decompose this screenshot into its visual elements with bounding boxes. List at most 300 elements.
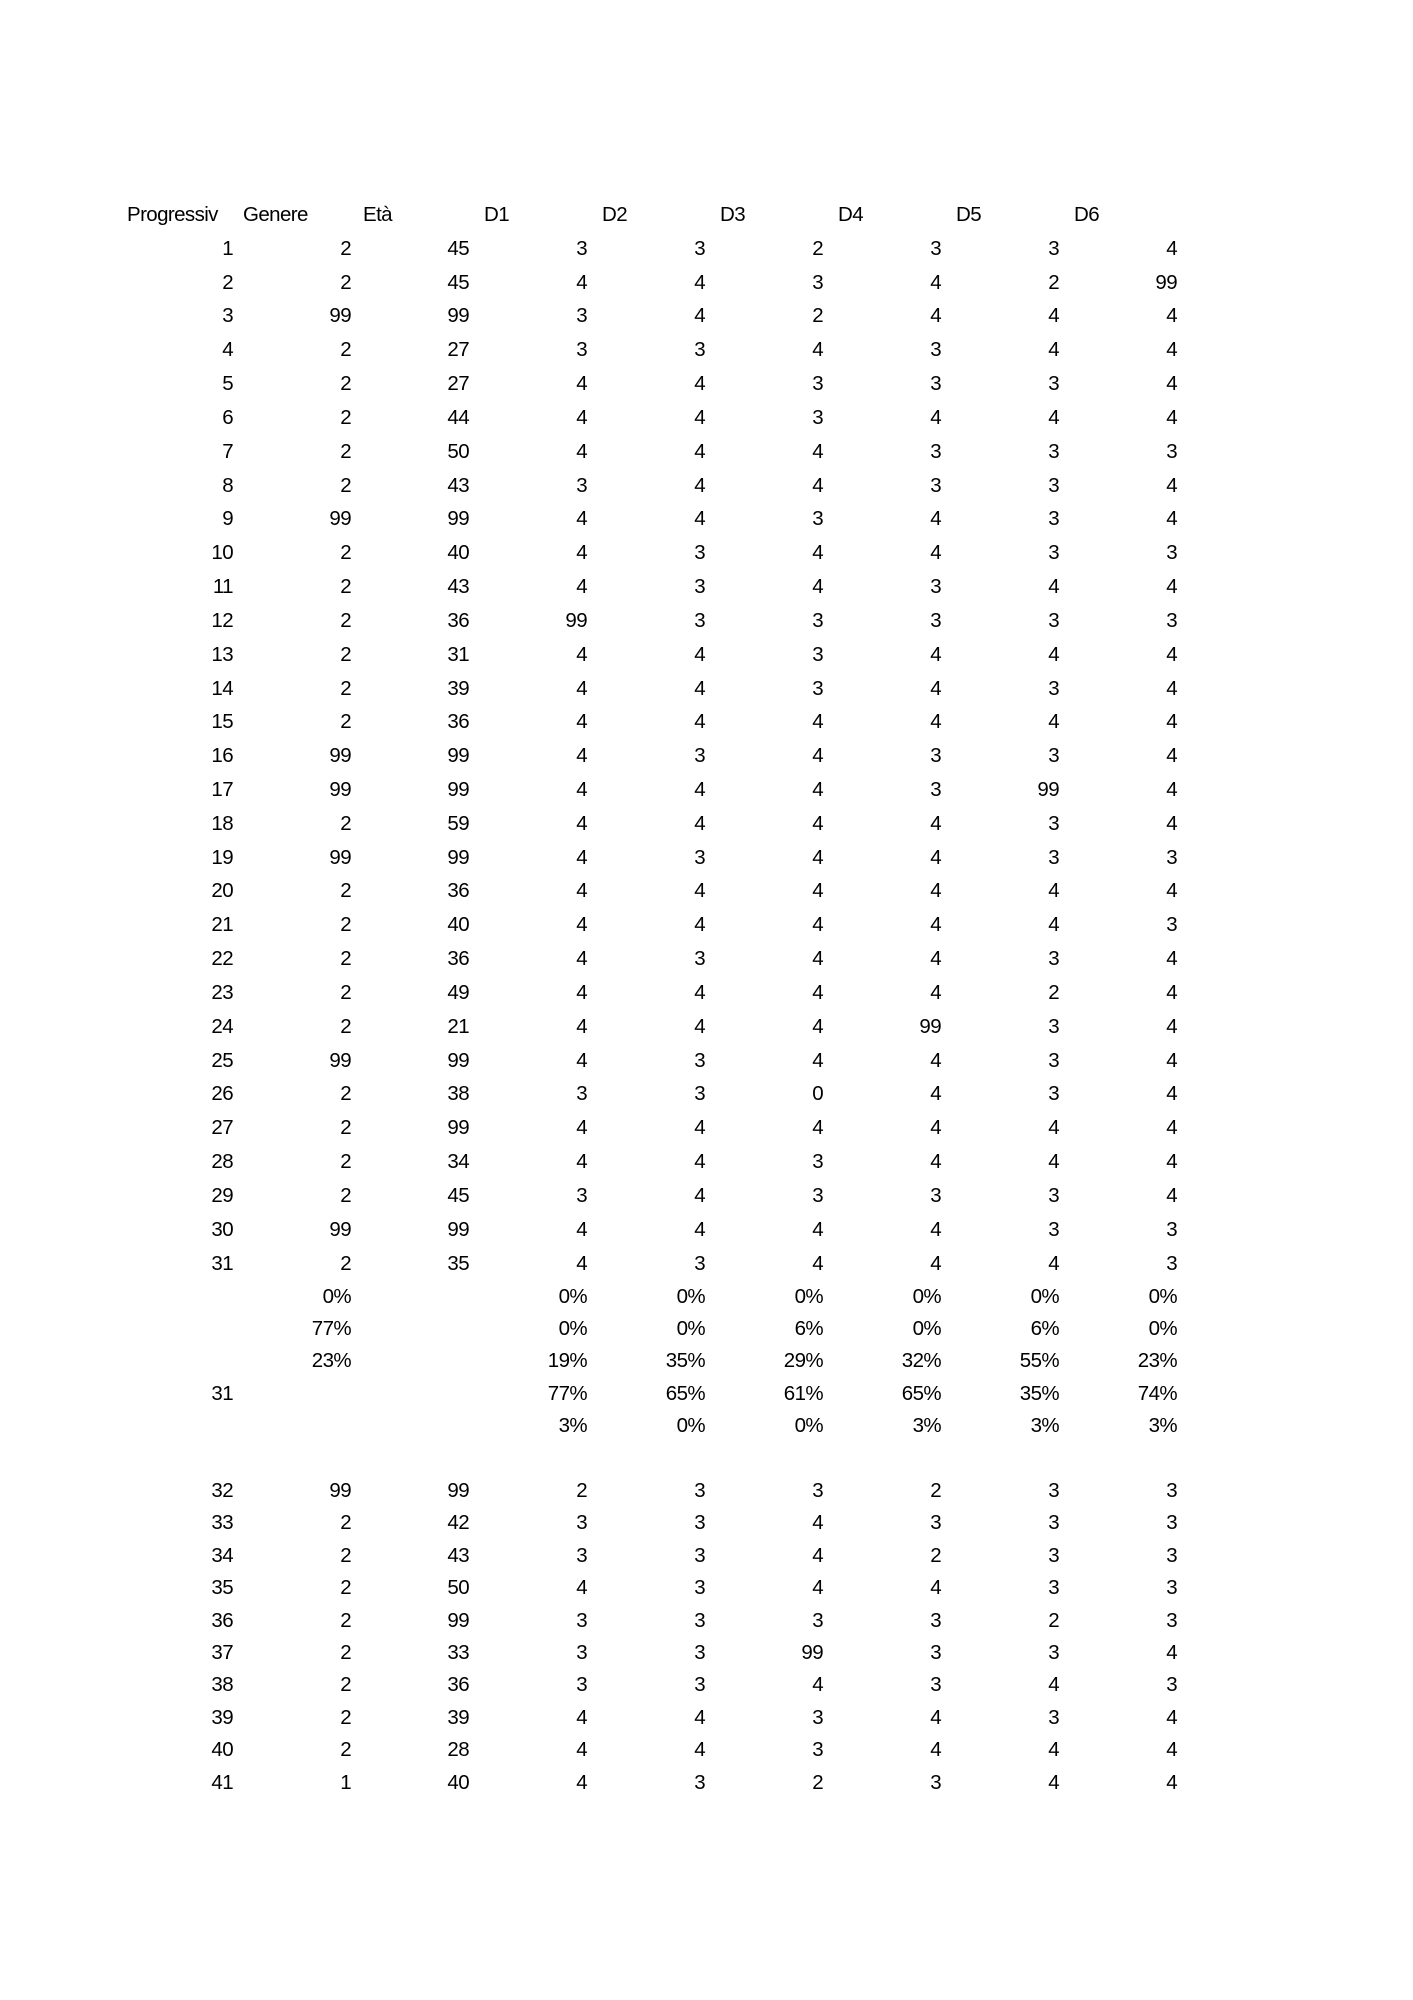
table-cell: 3 <box>576 1673 587 1697</box>
table-cell: 3 <box>1166 1543 1177 1567</box>
table-cell: 4 <box>930 1217 941 1241</box>
table-cell: 4 <box>576 1150 587 1174</box>
table-cell: 3% <box>1148 1414 1177 1438</box>
table-cell: 43 <box>447 1543 469 1567</box>
table-cell: 4 <box>812 1251 823 1275</box>
table-row <box>115 1111 1178 1145</box>
table-cell: 33 <box>447 1640 469 1664</box>
table-cell: 4 <box>222 338 233 362</box>
table-cell: 99 <box>565 608 587 632</box>
table-row <box>115 672 1178 706</box>
table-cell: 4 <box>812 1576 823 1600</box>
table-cell: 32% <box>901 1349 941 1373</box>
table-cell: 3 <box>1048 744 1059 768</box>
table-cell: 4 <box>1166 1705 1177 1729</box>
table-cell: 3 <box>930 236 941 260</box>
table-cell: 2 <box>1048 1608 1059 1632</box>
table-cell: 45 <box>447 1183 469 1207</box>
table-cell: 4 <box>1166 1640 1177 1664</box>
table-cell: 4 <box>930 1116 941 1140</box>
table-cell: 36 <box>447 710 469 734</box>
table-cell: 99 <box>329 777 351 801</box>
table-cell: 3 <box>694 1511 705 1535</box>
table-cell: 40 <box>211 1738 233 1762</box>
table-cell: 2 <box>340 642 351 666</box>
table-cell: 4 <box>576 439 587 463</box>
table-cell: 23% <box>311 1349 351 1373</box>
table-cell: 4 <box>1166 710 1177 734</box>
table-cell: 23 <box>211 980 233 1004</box>
table-cell: 4 <box>694 676 705 700</box>
table-cell: 3 <box>1048 845 1059 869</box>
table-cell: 3 <box>1048 439 1059 463</box>
table-cell: 16 <box>211 744 233 768</box>
table-cell: 4 <box>812 439 823 463</box>
table-cell: 35% <box>665 1349 705 1373</box>
table-cell: 0% <box>676 1317 705 1341</box>
summary-row <box>115 1410 1178 1442</box>
table-cell: 4 <box>576 1738 587 1762</box>
table-cell: 35 <box>447 1251 469 1275</box>
table-cell: 4 <box>930 270 941 294</box>
table-cell: 3 <box>1166 1608 1177 1632</box>
table-cell: 3 <box>930 1183 941 1207</box>
table-cell: 6% <box>794 1317 823 1341</box>
table-cell: 3 <box>576 1608 587 1632</box>
table-cell: 3 <box>694 1673 705 1697</box>
table-cell: 3 <box>1166 608 1177 632</box>
table-cell: 4 <box>930 811 941 835</box>
table-cell: 99 <box>447 1048 469 1072</box>
table-row <box>115 367 1178 401</box>
table-cell: 3 <box>576 1511 587 1535</box>
table-row <box>115 807 1178 841</box>
table-cell: 4 <box>1166 1150 1177 1174</box>
table-cell: 4 <box>694 1183 705 1207</box>
table-cell: 99 <box>447 1116 469 1140</box>
table-cell: 2 <box>930 1479 941 1503</box>
table-cell: 3 <box>812 372 823 396</box>
table-cell: 4 <box>812 575 823 599</box>
table-cell: 3 <box>812 405 823 429</box>
table-cell: 4 <box>576 845 587 869</box>
table-cell: 39 <box>447 1705 469 1729</box>
table-cell: 4 <box>694 1705 705 1729</box>
table-row <box>115 1475 1178 1507</box>
table-cell: 0% <box>912 1284 941 1308</box>
table-cell: 3 <box>1048 236 1059 260</box>
table-cell: 2 <box>1048 980 1059 1004</box>
table-cell: 4 <box>930 710 941 734</box>
table-cell: 3 <box>694 744 705 768</box>
table-cell: 2 <box>340 913 351 937</box>
table-cell: 4 <box>930 1048 941 1072</box>
table-cell: 3 <box>1048 1082 1059 1106</box>
table-cell: 3% <box>558 1414 587 1438</box>
table-cell: 3 <box>1048 372 1059 396</box>
table-cell: 4 <box>812 947 823 971</box>
table-cell: 4 <box>930 507 941 531</box>
table-cell: 3 <box>1048 1640 1059 1664</box>
table-cell: 2 <box>340 236 351 260</box>
table-cell: 4 <box>1048 1251 1059 1275</box>
table-cell: 11 <box>212 575 233 599</box>
table-cell: 3 <box>694 1543 705 1567</box>
table-cell: 4 <box>812 541 823 565</box>
table-cell: 99 <box>329 1048 351 1072</box>
table-cell: 4 <box>576 405 587 429</box>
table-cell: 3 <box>930 1640 941 1664</box>
table-row <box>115 1637 1178 1669</box>
table-cell: 99 <box>447 1479 469 1503</box>
table-cell: 2 <box>340 439 351 463</box>
table-row <box>115 638 1178 672</box>
table-row <box>115 1213 1178 1247</box>
table-cell: 3 <box>694 1608 705 1632</box>
table-cell: 3 <box>812 1479 823 1503</box>
table-cell: 4 <box>1048 642 1059 666</box>
table-cell: 34 <box>447 1150 469 1174</box>
table-cell: 4 <box>1048 1738 1059 1762</box>
table-cell: 4 <box>694 1150 705 1174</box>
table-cell: 55% <box>1019 1349 1059 1373</box>
table-cell: 4 <box>1166 473 1177 497</box>
table-cell: 36 <box>447 1673 469 1697</box>
table-cell: 50 <box>447 439 469 463</box>
table-cell: 3 <box>694 236 705 260</box>
summary-row <box>115 1281 1178 1313</box>
header-d6: D6 <box>1074 202 1100 226</box>
table-cell: 0% <box>912 1317 941 1341</box>
table-cell: 3 <box>930 372 941 396</box>
table-cell: 2 <box>812 1770 823 1794</box>
header-row <box>115 198 1178 232</box>
header-genere: Genere <box>243 202 308 226</box>
header-progressivo: Progressiv <box>127 202 218 226</box>
table-cell: 49 <box>447 980 469 1004</box>
table-cell: 4 <box>1166 777 1177 801</box>
table-cell: 2 <box>340 575 351 599</box>
header-d4: D4 <box>838 202 864 226</box>
spreadsheet <box>115 198 1178 1799</box>
table-cell: 2 <box>340 1082 351 1106</box>
table-cell: 0% <box>794 1414 823 1438</box>
header-d5: D5 <box>956 202 982 226</box>
table-cell: 99 <box>329 1479 351 1503</box>
table-cell: 2 <box>930 1543 941 1567</box>
table-cell: 4 <box>576 507 587 531</box>
table-cell: 1 <box>340 1770 351 1794</box>
table-cell: 4 <box>812 1511 823 1535</box>
table-row <box>115 841 1178 875</box>
table-row <box>115 333 1178 367</box>
table-cell: 4 <box>694 811 705 835</box>
table-cell: 4 <box>812 811 823 835</box>
table-cell: 26 <box>211 1082 233 1106</box>
table-cell: 2 <box>812 236 823 260</box>
table-cell: 4 <box>1048 710 1059 734</box>
table-cell: 4 <box>576 1116 587 1140</box>
table-cell: 3 <box>1048 1014 1059 1038</box>
table-cell: 6 <box>222 405 233 429</box>
table-cell: 4 <box>576 1251 587 1275</box>
table-cell: 2 <box>340 473 351 497</box>
table-cell: 18 <box>211 811 233 835</box>
table-cell: 2 <box>340 338 351 362</box>
table-cell: 0% <box>676 1284 705 1308</box>
table-cell: 0 <box>812 1082 823 1106</box>
table-cell: 4 <box>694 439 705 463</box>
table-cell: 4 <box>930 1082 941 1106</box>
table-cell: 30 <box>211 1217 233 1241</box>
table-cell: 12 <box>211 608 233 632</box>
table-cell: 19 <box>211 845 233 869</box>
table-cell: 3 <box>1048 1217 1059 1241</box>
table-cell: 3 <box>812 676 823 700</box>
table-cell: 2 <box>340 1251 351 1275</box>
table-cell: 4 <box>576 710 587 734</box>
table-cell: 3 <box>694 1770 705 1794</box>
table-cell: 25 <box>211 1048 233 1072</box>
table-cell: 99 <box>329 304 351 328</box>
table-cell: 4 <box>1048 879 1059 903</box>
table-cell: 4 <box>930 947 941 971</box>
table-cell: 77% <box>547 1381 587 1405</box>
table-cell: 3 <box>1048 1479 1059 1503</box>
table-cell: 4 <box>694 642 705 666</box>
table-cell: 7 <box>222 439 233 463</box>
table-row <box>115 502 1178 536</box>
table-row <box>115 536 1178 570</box>
table-cell: 99 <box>447 845 469 869</box>
table-cell: 4 <box>1048 1770 1059 1794</box>
summary-row <box>115 1378 1178 1410</box>
table-cell: 4 <box>930 980 941 1004</box>
table-cell: 3 <box>812 1183 823 1207</box>
table-cell: 0% <box>558 1284 587 1308</box>
table-row <box>115 1604 1178 1636</box>
table-cell: 9 <box>222 507 233 531</box>
table-cell: 2 <box>340 1543 351 1567</box>
table-cell: 4 <box>1166 304 1177 328</box>
table-cell: 38 <box>211 1673 233 1697</box>
table-cell: 4 <box>576 1048 587 1072</box>
table-cell: 3 <box>930 1511 941 1535</box>
table-cell: 28 <box>447 1738 469 1762</box>
table-cell: 3 <box>1048 947 1059 971</box>
table-cell: 2 <box>340 1511 351 1535</box>
table-cell: 19% <box>547 1349 587 1373</box>
table-cell: 29 <box>211 1183 233 1207</box>
table-cell: 23% <box>1137 1349 1177 1373</box>
table-row <box>115 908 1178 942</box>
table-cell: 2 <box>340 1705 351 1729</box>
table-cell: 3 <box>694 608 705 632</box>
table-cell: 3 <box>930 1608 941 1632</box>
table-cell: 3 <box>694 338 705 362</box>
table-cell: 29% <box>783 1349 823 1373</box>
table-row <box>115 266 1178 300</box>
table-cell: 36 <box>447 879 469 903</box>
table-cell: 3 <box>812 1738 823 1762</box>
table-cell: 4 <box>576 642 587 666</box>
table-cell: 4 <box>930 304 941 328</box>
table-cell: 3 <box>694 947 705 971</box>
table-cell: 77% <box>311 1317 351 1341</box>
table-cell: 4 <box>1166 236 1177 260</box>
table-cell: 3 <box>1048 1511 1059 1535</box>
table-cell: 4 <box>1166 575 1177 599</box>
table-cell: 3 <box>576 1082 587 1106</box>
table-cell: 3% <box>912 1414 941 1438</box>
table-cell: 4 <box>576 1576 587 1600</box>
table-cell: 22 <box>211 947 233 971</box>
table-cell: 74% <box>1137 1381 1177 1405</box>
table-cell: 3 <box>576 1640 587 1664</box>
table-cell: 33 <box>211 1511 233 1535</box>
table-cell: 4 <box>930 1150 941 1174</box>
table-cell: 3 <box>1048 473 1059 497</box>
table-cell: 36 <box>447 608 469 632</box>
table-cell: 4 <box>576 777 587 801</box>
table-row <box>115 469 1178 503</box>
table-cell: 3 <box>930 608 941 632</box>
table-cell: 39 <box>211 1705 233 1729</box>
table-cell: 4 <box>694 710 705 734</box>
table-cell: 4 <box>576 744 587 768</box>
table-cell: 2 <box>340 270 351 294</box>
table-cell: 35% <box>1019 1381 1059 1405</box>
table-cell: 4 <box>812 1048 823 1072</box>
table-cell: 3 <box>576 338 587 362</box>
table-cell: 2 <box>340 811 351 835</box>
table-cell: 4 <box>812 473 823 497</box>
table-cell: 4 <box>576 913 587 937</box>
table-cell: 4 <box>576 1705 587 1729</box>
table-row <box>115 1507 1178 1539</box>
table-cell: 65% <box>665 1381 705 1405</box>
table-cell: 8 <box>222 473 233 497</box>
table-row <box>115 570 1178 604</box>
table-cell: 4 <box>576 676 587 700</box>
table-cell: 43 <box>447 473 469 497</box>
table-cell: 99 <box>1155 270 1177 294</box>
table-cell: 99 <box>447 304 469 328</box>
table-cell: 3 <box>930 338 941 362</box>
table-cell: 4 <box>576 372 587 396</box>
table-cell: 6% <box>1030 1317 1059 1341</box>
table-cell: 3 <box>1166 1217 1177 1241</box>
table-cell: 99 <box>447 507 469 531</box>
table-cell: 4 <box>930 913 941 937</box>
table-cell: 2 <box>576 1479 587 1503</box>
table-cell: 4 <box>812 1673 823 1697</box>
table-cell: 99 <box>329 507 351 531</box>
table-cell: 3 <box>1166 1511 1177 1535</box>
table-cell: 45 <box>447 270 469 294</box>
table-cell: 27 <box>447 338 469 362</box>
table-cell: 2 <box>812 304 823 328</box>
table-cell: 4 <box>930 879 941 903</box>
table-cell: 4 <box>1166 879 1177 903</box>
table-row <box>115 705 1178 739</box>
table-cell: 3 <box>1048 1576 1059 1600</box>
table-cell: 4 <box>812 777 823 801</box>
table-cell: 4 <box>1048 913 1059 937</box>
table-cell: 1 <box>222 236 233 260</box>
table-row <box>115 1766 1178 1798</box>
table-cell: 2 <box>340 1150 351 1174</box>
table-cell: 4 <box>812 980 823 1004</box>
table-cell: 4 <box>930 642 941 666</box>
table-cell: 3 <box>694 1640 705 1664</box>
table-cell: 99 <box>329 744 351 768</box>
table-cell: 27 <box>211 1116 233 1140</box>
table-cell: 4 <box>576 575 587 599</box>
table-cell: 3 <box>576 304 587 328</box>
table-cell: 4 <box>1166 1116 1177 1140</box>
table-cell: 4 <box>1166 1048 1177 1072</box>
table-cell: 3 <box>930 473 941 497</box>
table-cell: 4 <box>694 913 705 937</box>
table-cell: 4 <box>1166 642 1177 666</box>
table-cell: 4 <box>694 777 705 801</box>
table-cell: 31 <box>211 1251 233 1275</box>
table-cell: 3 <box>1166 1576 1177 1600</box>
table-cell: 4 <box>1166 1082 1177 1106</box>
table-cell: 4 <box>1166 405 1177 429</box>
table-cell: 4 <box>930 1251 941 1275</box>
table-cell: 99 <box>1037 777 1059 801</box>
table-cell: 4 <box>1166 744 1177 768</box>
table-cell: 17 <box>211 777 233 801</box>
table-cell: 3 <box>812 1705 823 1729</box>
table-cell: 4 <box>576 947 587 971</box>
table-row <box>115 773 1178 807</box>
table-cell: 4 <box>576 811 587 835</box>
table-cell: 4 <box>812 710 823 734</box>
table-cell: 3 <box>930 439 941 463</box>
table-cell: 2 <box>340 947 351 971</box>
table-cell: 13 <box>211 642 233 666</box>
table-cell: 4 <box>576 1217 587 1241</box>
table-cell: 3 <box>694 1048 705 1072</box>
table-cell: 37 <box>211 1640 233 1664</box>
table-row <box>115 401 1178 435</box>
table-cell: 4 <box>812 913 823 937</box>
table-cell: 3 <box>1166 541 1177 565</box>
table-row <box>115 1179 1178 1213</box>
table-cell: 4 <box>812 1014 823 1038</box>
table-cell: 3 <box>812 642 823 666</box>
table-cell: 2 <box>340 676 351 700</box>
table-cell: 0% <box>794 1284 823 1308</box>
table-cell: 4 <box>812 744 823 768</box>
table-row <box>115 435 1178 469</box>
table-cell: 61% <box>783 1381 823 1405</box>
table-cell: 2 <box>340 608 351 632</box>
table-cell: 2 <box>340 710 351 734</box>
table-row <box>115 1010 1178 1044</box>
table-cell: 4 <box>694 405 705 429</box>
table-cell: 4 <box>694 507 705 531</box>
table-cell: 3 <box>1048 1183 1059 1207</box>
table-cell: 3 <box>1166 439 1177 463</box>
table-cell: 4 <box>694 879 705 903</box>
table-cell: 0% <box>1148 1317 1177 1341</box>
table-cell: 4 <box>1048 405 1059 429</box>
summary-row <box>115 1313 1178 1345</box>
